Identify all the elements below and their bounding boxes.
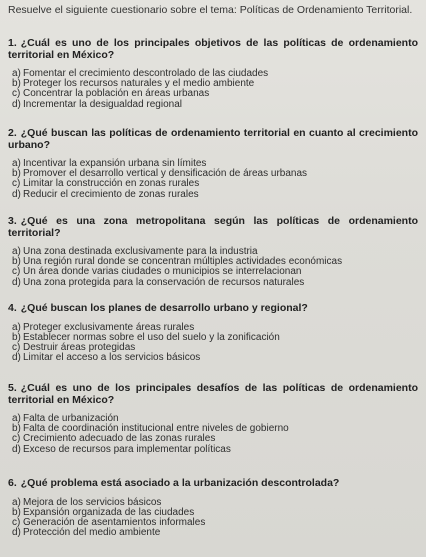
option-d[interactable] [12, 445, 418, 455]
option-text: Limitar la construcción en zonas rurales [23, 178, 200, 190]
question-5 [8, 383, 418, 455]
options-list [12, 159, 418, 200]
option-letter: c) [12, 516, 21, 528]
question-text: ¿Qué problema está asociado a la urbanización descontrolada? [20, 477, 340, 489]
option-text: Mejora de los servicios básicos [23, 496, 162, 508]
question-text: ¿Qué buscan los planes de desarrollo urbano y regional? [20, 302, 308, 314]
options-list [12, 414, 418, 455]
option-letter: c) [12, 88, 21, 100]
options-list [12, 69, 418, 110]
option-letter: b) [12, 506, 21, 518]
option-text: Proteger exclusivamente áreas rurales [23, 321, 195, 333]
option-letter: a) [12, 413, 21, 424]
option-text: Exceso de recursos para implementar políticas [23, 443, 231, 455]
option-text: Una zona destinada exclusivamente para la industria [23, 246, 258, 257]
option-text: Promover el desarrollo vertical y densificación de áreas urbanas [23, 168, 308, 180]
option-text: Protección del medio ambiente [23, 527, 161, 539]
option-letter: c) [12, 433, 21, 445]
option-letter: b) [12, 168, 21, 180]
question-text: ¿Cuál es uno de los principales objetivos de las políticas de ordenamiento territorial en México? [8, 37, 418, 61]
option-letter: c) [12, 266, 21, 278]
option-letter: d) [12, 443, 21, 455]
option-d[interactable] [12, 100, 418, 110]
options-list [12, 498, 418, 539]
option-d[interactable] [12, 528, 418, 538]
option-text: Una zona protegida para la conservación de recursos naturales [23, 276, 305, 288]
question-3 [8, 216, 418, 288]
question-number: 6. [8, 477, 17, 489]
option-letter: d) [12, 352, 21, 364]
question-title [8, 128, 418, 151]
question-title [8, 303, 418, 315]
option-letter: b) [12, 256, 21, 268]
option-letter: a) [12, 321, 21, 333]
option-text: Un área donde varias ciudades o municipios se interrelacionan [23, 266, 302, 278]
option-text: Reducir el crecimiento de zonas rurales [23, 188, 199, 200]
option-text: Establecer normas sobre el uso del suelo y la zonificación [23, 331, 280, 343]
option-d[interactable] [12, 278, 418, 288]
option-text: Fomentar el crecimiento descontrolado de las ciudades [23, 68, 269, 79]
question-text: ¿Qué es una zona metropolitana según las políticas de ordenamiento territorial? [8, 215, 418, 239]
option-text: Concentrar la población en áreas urbanas [23, 88, 210, 100]
question-title [8, 216, 418, 239]
option-text: Incentivar la expansión urbana sin límites [23, 158, 207, 169]
option-text: Incrementar la desigualdad regional [23, 98, 182, 110]
question-4 [8, 303, 418, 363]
option-letter: d) [12, 276, 21, 288]
option-text: Destruir áreas protegidas [23, 341, 136, 353]
option-text: Falta de coordinación institucional entre niveles de gobierno [23, 423, 289, 435]
option-letter: b) [12, 423, 21, 435]
option-letter: a) [12, 246, 21, 257]
option-d[interactable] [12, 190, 418, 200]
question-number: 5. [8, 382, 17, 394]
option-letter: c) [12, 341, 21, 353]
option-letter: b) [12, 331, 21, 343]
option-text: Limitar el acceso a los servicios básicos [23, 352, 201, 364]
question-number: 4. [8, 302, 17, 314]
option-letter: a) [12, 496, 21, 508]
question-number: 1. [8, 37, 17, 49]
option-text: Expansión organizada de las ciudades [23, 506, 195, 518]
options-list [12, 323, 418, 364]
question-title [8, 478, 418, 490]
question-number: 2. [8, 127, 17, 139]
option-text: Crecimiento adecuado de las zonas rurales [23, 433, 216, 445]
instructions-text: Resuelve el siguiente cuestionario sobre el tema: Políticas de Ordenamiento Territorial. [8, 4, 413, 16]
option-letter: a) [12, 68, 21, 79]
option-letter: d) [12, 527, 21, 539]
option-text: Proteger los recursos naturales y el medio ambiente [23, 78, 255, 90]
options-list [12, 247, 418, 288]
option-text: Falta de urbanización [23, 413, 119, 424]
question-text: ¿Qué buscan las políticas de ordenamiento territorial en cuanto al crecimiento urbano? [8, 127, 418, 151]
option-letter: b) [12, 78, 21, 90]
question-number: 3. [8, 215, 17, 227]
option-letter: d) [12, 188, 21, 200]
question-1 [8, 38, 418, 110]
option-text: Una región rural donde se concentran múltiples actividades económicas [23, 256, 343, 268]
option-letter: a) [12, 158, 21, 169]
question-2 [8, 128, 418, 200]
question-6 [8, 478, 418, 538]
option-d[interactable] [12, 353, 418, 363]
option-text: Generación de asentamientos informales [23, 516, 206, 528]
option-letter: d) [12, 98, 21, 110]
question-text: ¿Cuál es uno de los principales desafíos de las políticas de ordenamiento territorial en México? [8, 382, 418, 406]
option-letter: c) [12, 178, 21, 190]
question-title [8, 383, 418, 406]
question-title [8, 38, 418, 61]
